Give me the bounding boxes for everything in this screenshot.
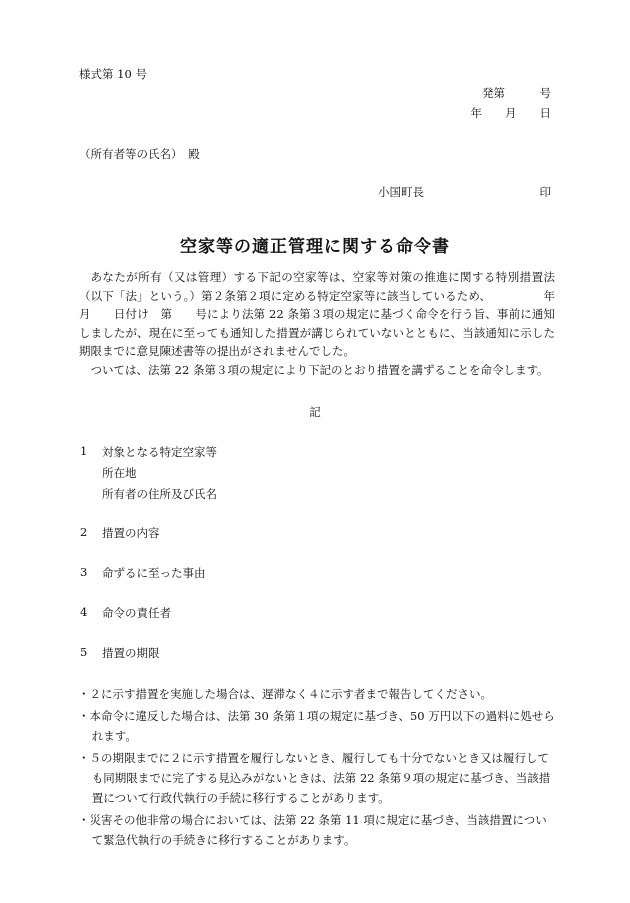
note-item: ・２に示す措置を実施した場合は、遅滞なく４に示す者まで報告してください。: [78, 687, 492, 701]
issuer-name: 小国町長: [378, 185, 424, 199]
item-4-label: 命令の責任者: [102, 606, 171, 620]
note-item: ・５の期限までに２に示す措置を履行しないとき、履行しても十分でないとき又は履行しても同期限までに完了する見込みがないときは、法第 22 条第９項の規定に基づき、当該措置について行政代執行の手続に移行することがあります。: [78, 751, 551, 805]
issuer-seal: 印: [539, 185, 551, 199]
item-1-label: 対象となる特定空家等: [102, 445, 217, 459]
body-paragraph: あなたが所有（又は管理）する下記の空家等は、空家等対策の推進に関する特別措置法（以下「法」という。）第２条第２項に定める特定空家等に該当しているため、 年 月 日付け 第 号により法第 22 条第３項の規定に基づく命令を行う旨、事前に通知しましたが、現在に至っても通知した措置が講じられていないとともに、当該通知に示した期限までに意見陳述書等の提出がされませんでした。: [79, 270, 578, 358]
item-1-sub-owner: 所有者の住所及び氏名: [102, 487, 217, 501]
ki-heading: 記: [309, 405, 321, 419]
item-3-label: 命ずるに至った事由: [102, 566, 206, 580]
notes-list: [78, 684, 556, 852]
item-5-number: 5: [80, 645, 88, 659]
item-2-number: 2: [80, 525, 88, 539]
item-2-label: 措置の内容: [102, 526, 160, 540]
body-text: [79, 268, 578, 379]
item-1-sub-location: 所在地: [102, 466, 137, 480]
note-item: ・災害その他非常の場合においては、法第 22 条第 11 項に規定に基づき、当該措置について緊急代執行の手続きに移行することがあります。: [78, 813, 547, 847]
form-number: 様式第 10 号: [79, 67, 147, 81]
document-title: 空家等の適正管理に関する命令書: [180, 237, 450, 257]
body-paragraph: ついては、法第 22 条第３項の規定により下記のとおり措置を講ずることを命令します。: [90, 362, 549, 377]
item-3-number: 3: [80, 565, 88, 579]
addressee: （所有者等の氏名） 殿: [79, 147, 200, 161]
issue-date: 年 月 日: [470, 106, 551, 120]
note-item: ・本命令に違反した場合は、法第 30 条第１項の規定に基づき、50 万円以下の過料に処せられます。: [78, 709, 555, 743]
item-4-number: 4: [80, 605, 88, 619]
item-5-label: 措置の期限: [102, 646, 160, 660]
item-1-number: 1: [80, 444, 88, 458]
issue-number: 発第 号: [482, 86, 551, 100]
